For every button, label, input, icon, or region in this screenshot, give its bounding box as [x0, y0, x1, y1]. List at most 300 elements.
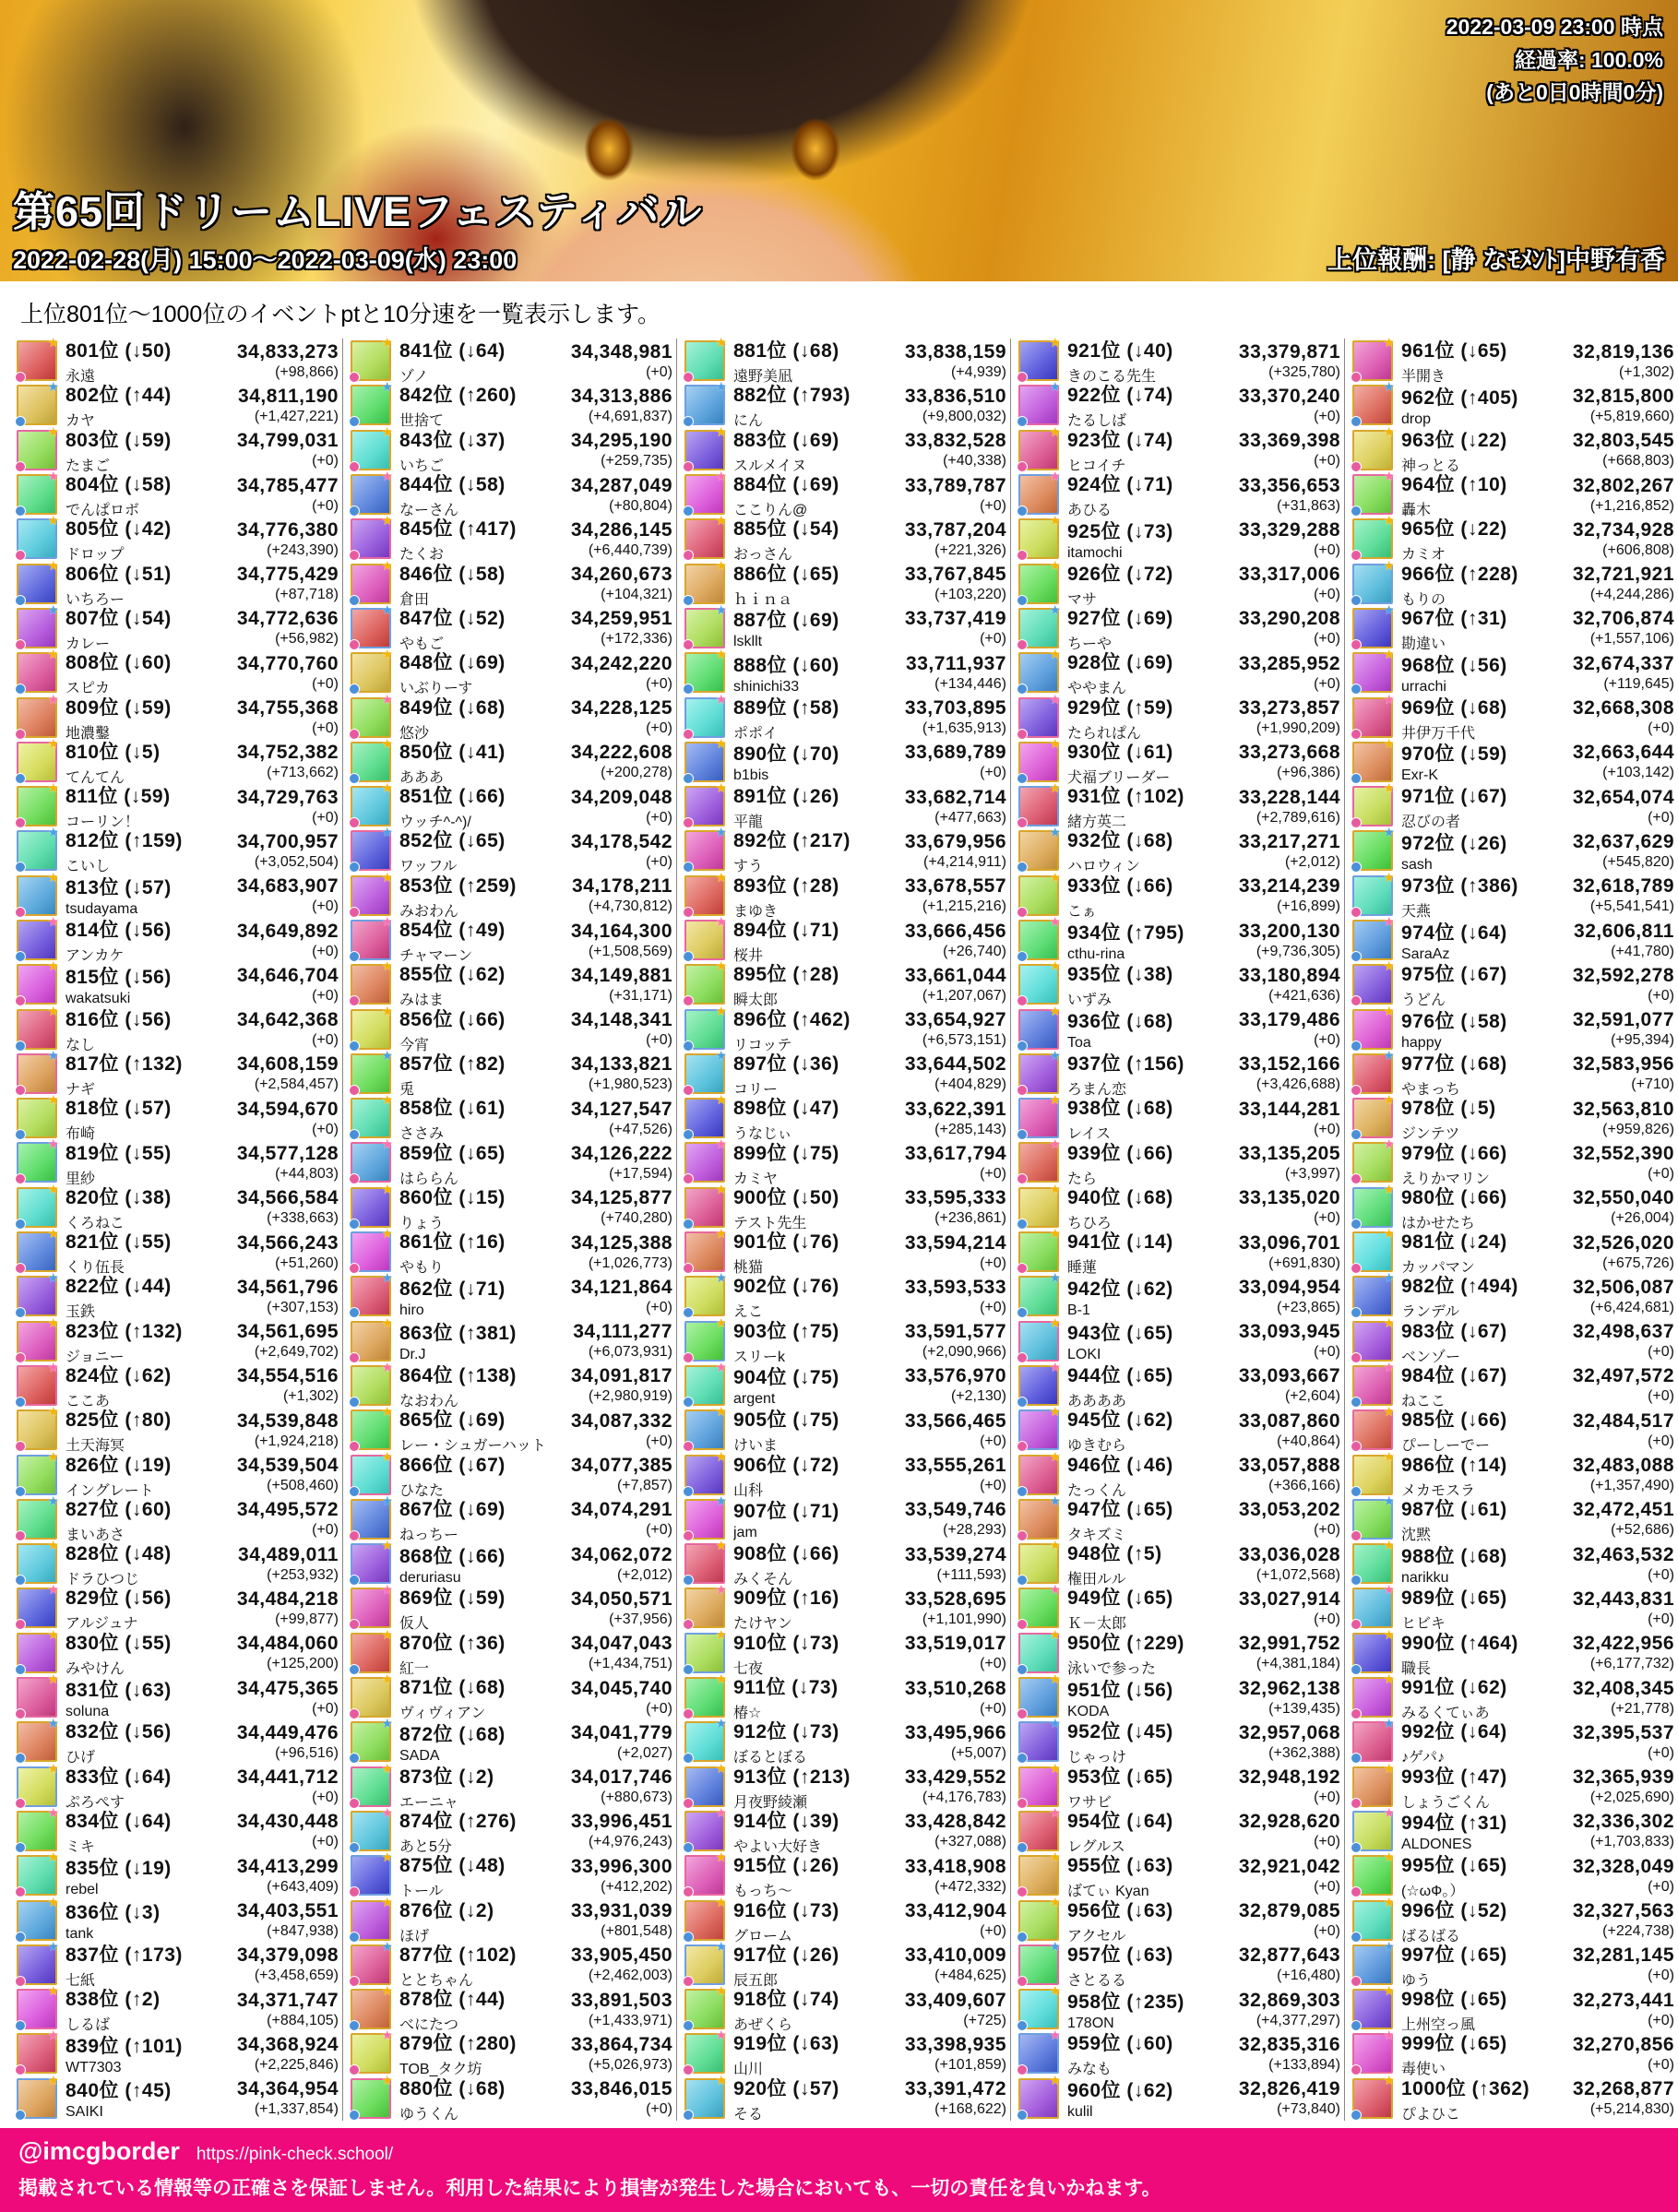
points-delta: (+7,857)	[616, 1478, 672, 1494]
player-name: グローム	[733, 1928, 793, 1944]
fan-badge-icon	[15, 1886, 26, 1897]
player-avatar	[1352, 914, 1395, 960]
ranking-entry	[684, 557, 1006, 608]
player-name: b1bis	[733, 767, 769, 784]
star-icon: ★	[1049, 958, 1061, 974]
ranking-entry	[1018, 914, 1340, 962]
player-name: 半開き	[1401, 369, 1446, 386]
points-delta: (+508,460)	[267, 1478, 339, 1494]
fan-badge-icon	[683, 817, 694, 828]
rank-change: (↓58)	[458, 563, 506, 585]
fan-badge-icon	[1017, 1085, 1028, 1096]
event-points: 32,552,390	[1572, 1142, 1674, 1164]
rank-change: (↓60)	[125, 1498, 172, 1520]
fan-badge-icon	[1017, 1397, 1028, 1408]
star-icon: ★	[381, 1983, 393, 1999]
points-delta: (+26,004)	[1611, 1210, 1674, 1227]
points-delta: (+2,027)	[616, 1744, 672, 1761]
rank-change: (↓62)	[458, 964, 506, 986]
player-avatar	[17, 1493, 59, 1540]
points-delta: (+172,336)	[601, 631, 672, 648]
points-delta: (+0)	[1314, 1790, 1340, 1806]
rank-label: 849位	[399, 696, 454, 719]
disclaimer-text: 掲載されている情報等の正確さを保証しません。利用した結果により損害が発生した場合においても、一切の責任を負いかねます。	[18, 2177, 1161, 2199]
player-name: ああああ	[1067, 1393, 1127, 1409]
points-delta: (+0)	[1648, 987, 1674, 1004]
star-icon: ★	[1383, 780, 1395, 796]
points-delta: (+0)	[980, 631, 1006, 648]
rank-label: 990位	[1401, 1632, 1456, 1654]
player-name: kulil	[1067, 2104, 1093, 2121]
rank-change: (↑276)	[458, 1810, 517, 1832]
rank-change: (↑464)	[1460, 1632, 1518, 1654]
ranking-entry	[1018, 647, 1340, 697]
rank-label: 966位	[1401, 563, 1456, 585]
player-name: wakatsuki	[65, 990, 131, 1006]
player-name: レグルス	[1067, 1838, 1125, 1855]
ranking-entry	[17, 1181, 339, 1231]
points-delta: (+5,541,541)	[1589, 898, 1674, 915]
rank-change: (↓15)	[458, 1186, 506, 1208]
fan-badge-icon	[683, 729, 694, 740]
event-points: 34,484,218	[236, 1588, 339, 1610]
player-avatar	[1352, 557, 1395, 604]
rank-change: (↓68)	[458, 2077, 506, 2099]
player-name: あと5分	[399, 1838, 452, 1855]
fan-badge-icon	[349, 1932, 360, 1943]
star-icon: ★	[1049, 601, 1061, 617]
points-delta: (+3,052,504)	[254, 853, 339, 870]
player-avatar	[17, 2028, 59, 2074]
player-avatar	[351, 1582, 393, 1628]
star-icon: ★	[715, 1671, 727, 1687]
player-avatar	[17, 914, 59, 960]
ranking-entry	[17, 1493, 339, 1543]
rank-change: (↓76)	[792, 1276, 839, 1298]
star-icon: ★	[1049, 1671, 1061, 1687]
event-points: 34,127,547	[570, 1098, 672, 1120]
fan-badge-icon	[349, 729, 360, 740]
rank-change: (↓61)	[1126, 741, 1173, 763]
ranking-entry	[17, 735, 339, 786]
points-delta: (+125,200)	[267, 1656, 339, 1672]
rank-label: 808位	[65, 652, 120, 674]
event-points: 33,832,528	[904, 430, 1006, 452]
event-points: 34,441,712	[236, 1766, 339, 1789]
player-name: 椿☆	[733, 1706, 762, 1722]
rank-change: (↑36)	[458, 1632, 506, 1654]
fan-badge-icon	[1017, 639, 1028, 650]
ranking-entry	[1018, 557, 1340, 608]
rank-label: 903位	[733, 1320, 788, 1342]
star-icon: ★	[715, 1136, 727, 1152]
points-delta: (+2,649,702)	[254, 1344, 339, 1361]
fan-badge-icon	[1017, 1441, 1028, 1452]
player-name: カミオ	[1401, 547, 1446, 564]
ranking-entry	[1352, 1626, 1674, 1677]
points-delta: (+0)	[1648, 2056, 1674, 2073]
rank-label: 963位	[1401, 429, 1456, 451]
star-icon: ★	[1049, 1226, 1061, 1242]
fan-badge-icon	[349, 505, 360, 517]
ranking-entry	[17, 1538, 339, 1588]
star-icon: ★	[715, 1226, 727, 1242]
rank-change: (↓66)	[1460, 1186, 1507, 1208]
star-icon: ★	[381, 1136, 393, 1152]
rank-label: 913位	[733, 1766, 788, 1788]
rank-change: (↓63)	[1126, 1944, 1173, 1966]
player-name: 平龍	[733, 815, 764, 831]
event-points: 32,879,085	[1238, 1900, 1340, 1922]
rank-change: (↓58)	[1460, 1011, 1507, 1033]
ranking-entry	[684, 1136, 1006, 1187]
star-icon: ★	[381, 735, 393, 751]
rank-change: (↑49)	[458, 920, 506, 942]
event-points: 33,891,503	[570, 1989, 672, 2011]
fan-badge-icon	[1017, 1219, 1028, 1230]
fan-badge-icon	[1351, 2110, 1362, 2121]
ranking-entry	[17, 1270, 339, 1321]
player-avatar	[684, 1804, 727, 1851]
event-points: 33,666,456	[904, 920, 1006, 942]
rank-label: 853位	[399, 874, 454, 897]
rank-label: 996位	[1401, 1899, 1456, 1921]
rank-label: 889位	[733, 696, 788, 719]
ranking-entry	[17, 513, 339, 564]
fan-badge-icon	[15, 2110, 26, 2121]
ranking-entry	[1352, 691, 1674, 742]
event-points: 32,815,800	[1572, 385, 1674, 407]
rank-label: 822位	[65, 1276, 120, 1298]
fan-badge-icon	[683, 1486, 694, 1497]
player-name: Ｋ－太郎	[1067, 1616, 1127, 1633]
player-avatar	[351, 1894, 393, 1941]
event-points: 32,819,136	[1572, 340, 1674, 363]
star-icon: ★	[715, 1716, 727, 1731]
event-points: 34,148,341	[570, 1009, 672, 1031]
player-avatar	[1018, 1493, 1061, 1540]
rank-label: 997位	[1401, 1944, 1456, 1966]
points-delta: (+0)	[1648, 1878, 1674, 1895]
player-name: 世捨て	[399, 413, 445, 430]
fan-badge-icon	[349, 1842, 360, 1853]
star-icon: ★	[47, 647, 59, 662]
ranking-entry	[1018, 1983, 1340, 2031]
rank-label: 824位	[65, 1364, 120, 1386]
points-delta: (+404,829)	[934, 1076, 1006, 1093]
player-avatar	[1352, 691, 1395, 738]
points-delta: (+0)	[980, 1923, 1006, 1940]
fan-badge-icon	[1351, 773, 1362, 784]
player-name: やまっち	[1401, 1081, 1461, 1098]
star-icon: ★	[1383, 2028, 1395, 2043]
star-icon: ★	[715, 1804, 727, 1820]
event-points: 34,566,584	[236, 1187, 339, 1209]
ranking-entry	[1352, 1538, 1674, 1586]
event-points: 34,045,740	[570, 1677, 672, 1699]
event-points: 33,549,746	[904, 1499, 1006, 1521]
event-points: 33,689,789	[904, 742, 1006, 764]
event-points: 34,449,476	[236, 1721, 339, 1743]
player-avatar	[1352, 1671, 1395, 1718]
ranking-entry	[351, 1760, 672, 1811]
points-delta: (+2,980,919)	[588, 1388, 672, 1405]
fan-badge-icon	[683, 1976, 694, 1987]
player-avatar	[1352, 780, 1395, 827]
rank-change: (↓73)	[1126, 520, 1173, 542]
fan-badge-icon	[349, 773, 360, 784]
points-delta: (+484,625)	[934, 1968, 1006, 1984]
rank-label: 936位	[1067, 1011, 1122, 1033]
player-avatar	[351, 1938, 393, 1985]
ranking-entry	[1352, 1404, 1674, 1455]
player-avatar	[684, 1092, 727, 1138]
event-points: 34,799,031	[236, 430, 339, 452]
player-avatar	[17, 958, 59, 1005]
points-delta: (+327,088)	[934, 1834, 1006, 1850]
rank-label: 971位	[1401, 786, 1456, 808]
event-points: 34,642,368	[236, 1009, 339, 1031]
event-points: 33,510,268	[904, 1677, 1006, 1699]
event-points: 32,654,074	[1572, 786, 1674, 808]
star-icon: ★	[47, 825, 59, 840]
points-delta: (+95,394)	[1611, 1032, 1674, 1049]
player-name: あああ	[399, 769, 445, 786]
player-name: ぷろぺす	[65, 1794, 125, 1811]
points-delta: (+103,220)	[934, 587, 1006, 603]
player-avatar	[17, 691, 59, 738]
ranking-entry	[684, 647, 1006, 695]
event-points: 33,622,391	[904, 1098, 1006, 1120]
rank-change: (↓69)	[792, 429, 839, 451]
rank-change: (↓26)	[792, 786, 839, 808]
star-icon: ★	[47, 1092, 59, 1108]
fan-badge-icon	[349, 1708, 360, 1719]
fan-badge-icon	[1017, 372, 1028, 383]
points-delta: (+2,462,003)	[588, 1968, 672, 1984]
rank-change: (↓66)	[458, 1545, 506, 1567]
fan-badge-icon	[683, 1798, 694, 1809]
rank-label: 809位	[65, 696, 120, 719]
ranking-entry	[684, 1181, 1006, 1231]
rank-label: 916位	[733, 1899, 788, 1921]
player-name: SAIKI	[65, 2104, 103, 2121]
points-delta: (+1,302)	[282, 1388, 339, 1405]
event-points: 33,412,904	[904, 1900, 1006, 1922]
rank-change: (↓69)	[458, 1498, 506, 1520]
rank-change: (↓73)	[792, 1721, 839, 1743]
ranking-entry	[17, 1359, 339, 1409]
fan-badge-icon	[1351, 1619, 1362, 1630]
rank-change: (↓5)	[125, 741, 161, 763]
ranking-entry	[1018, 1894, 1340, 1944]
ranking-entry	[1352, 1671, 1674, 1722]
event-points: 34,489,011	[238, 1543, 339, 1565]
ranking-entry	[1018, 1314, 1340, 1363]
rank-change: (↓52)	[1460, 1899, 1507, 1921]
ranking-entry	[1018, 1003, 1340, 1052]
star-icon: ★	[1049, 2028, 1061, 2043]
event-points: 33,539,274	[904, 1543, 1006, 1565]
points-delta: (+0)	[1648, 720, 1674, 737]
player-avatar	[351, 601, 393, 648]
points-delta: (+21,778)	[1611, 1700, 1674, 1717]
twitter-handle[interactable]: @imcgborder	[18, 2136, 180, 2165]
points-delta: (+0)	[312, 720, 339, 737]
rank-change: (↑260)	[458, 385, 517, 407]
rank-label: 961位	[1401, 340, 1456, 363]
player-name: ゾノ	[399, 369, 429, 386]
fan-badge-icon	[683, 505, 694, 517]
fan-badge-icon	[683, 461, 694, 472]
event-points: 33,093,667	[1238, 1365, 1340, 1387]
rank-change: (↓65)	[1126, 1766, 1173, 1788]
event-points: 34,484,060	[236, 1633, 339, 1655]
star-icon: ★	[1049, 379, 1061, 395]
player-avatar	[1018, 958, 1061, 1005]
player-avatar	[684, 869, 727, 916]
fan-badge-icon	[15, 2020, 26, 2031]
ranking-entry	[1018, 1092, 1340, 1143]
points-delta: (+200,278)	[601, 765, 672, 781]
fan-badge-icon	[683, 907, 694, 918]
player-avatar	[1352, 379, 1395, 425]
fan-badge-icon	[1017, 995, 1028, 1006]
fan-badge-icon	[683, 1753, 694, 1764]
ranking-grid	[0, 335, 1678, 2121]
fan-badge-icon	[1017, 1575, 1028, 1586]
player-avatar	[1352, 601, 1395, 648]
points-delta: (+0)	[1648, 1344, 1674, 1361]
player-name: しょうごくん	[1401, 1794, 1491, 1811]
star-icon: ★	[715, 1092, 727, 1108]
star-icon: ★	[1049, 1448, 1061, 1464]
points-delta: (+2,025,690)	[1589, 1790, 1674, 1806]
star-icon: ★	[715, 1270, 727, 1286]
fan-badge-icon	[683, 951, 694, 962]
star-icon: ★	[381, 469, 393, 484]
fan-badge-icon	[683, 2064, 694, 2075]
ranking-entry	[1352, 1181, 1674, 1231]
rank-label: 802位	[65, 385, 120, 407]
points-delta: (+1,557,106)	[1589, 631, 1674, 648]
event-points: 34,554,516	[236, 1365, 339, 1387]
event-points: 33,836,510	[904, 385, 1006, 407]
site-url[interactable]: https://pink-check.school/	[196, 2144, 394, 2164]
player-name: (☆ωФ。）	[1401, 1884, 1465, 1900]
rank-change: (↑405)	[1460, 387, 1518, 409]
player-name: 布崎	[65, 1126, 96, 1143]
points-delta: (+9,736,305)	[1256, 943, 1340, 959]
event-points: 33,644,502	[904, 1053, 1006, 1076]
rank-label: 868位	[399, 1545, 454, 1567]
ranking-entry	[684, 2072, 1006, 2123]
star-icon: ★	[381, 1716, 393, 1731]
points-delta: (+4,176,783)	[922, 1790, 1006, 1806]
player-avatar	[1352, 1983, 1395, 2029]
player-avatar	[1018, 1716, 1061, 1762]
fan-badge-icon	[349, 1307, 360, 1318]
ranking-entry	[1018, 1671, 1340, 1719]
player-name: ハロウィン	[1067, 859, 1141, 875]
rank-label: 860位	[399, 1186, 454, 1208]
rank-label: 852位	[399, 830, 454, 852]
star-icon: ★	[47, 1448, 59, 1464]
event-points: 33,528,695	[904, 1588, 1006, 1610]
fan-badge-icon	[1017, 2110, 1028, 2121]
event-points: 34,577,128	[236, 1142, 339, 1164]
rank-change: (↓38)	[125, 1186, 172, 1208]
points-delta: (+3,458,659)	[254, 1968, 339, 1984]
event-points: 32,592,278	[1572, 964, 1674, 986]
ranking-entry	[17, 1226, 339, 1277]
star-icon: ★	[1049, 1983, 1061, 1999]
fan-badge-icon	[1351, 995, 1362, 1006]
star-icon: ★	[47, 1804, 59, 1820]
event-points: 34,047,043	[570, 1633, 672, 1655]
rank-change: (↓69)	[458, 1409, 506, 1432]
ranking-entry	[351, 1804, 672, 1855]
ranking-entry	[1018, 1849, 1340, 1900]
fan-badge-icon	[15, 773, 26, 784]
fan-badge-icon	[1351, 729, 1362, 740]
player-name: 職長	[1401, 1660, 1432, 1677]
ranking-entry	[684, 1894, 1006, 1944]
rank-change: (↑59)	[1126, 696, 1173, 719]
star-icon: ★	[47, 1894, 59, 1909]
points-delta: (+1,337,854)	[254, 2101, 339, 2118]
rank-label: 825位	[65, 1409, 120, 1432]
player-name: リコッテ	[733, 1037, 792, 1053]
player-name: 山科	[733, 1482, 764, 1499]
star-icon: ★	[1049, 1582, 1061, 1598]
player-avatar	[17, 1448, 59, 1495]
fan-badge-icon	[15, 1263, 26, 1274]
star-icon: ★	[47, 1047, 59, 1063]
player-name: 地濃鑿	[65, 725, 111, 742]
ranking-entry	[1352, 1136, 1674, 1187]
event-points: 34,495,572	[236, 1499, 339, 1521]
star-icon: ★	[1049, 1181, 1061, 1196]
points-delta: (+1,207,067)	[922, 987, 1006, 1004]
event-points: 33,214,239	[1238, 875, 1340, 898]
player-avatar	[351, 469, 393, 515]
points-delta: (+412,202)	[601, 1878, 672, 1895]
rank-label: 992位	[1401, 1721, 1456, 1743]
event-points: 32,721,921	[1572, 564, 1674, 586]
star-icon: ★	[47, 780, 59, 796]
rank-label: 876位	[399, 1899, 454, 1921]
ranking-entry	[351, 735, 672, 786]
player-name: ミキ	[65, 1838, 96, 1855]
ranking-entry	[684, 1582, 1006, 1633]
ranking-entry	[684, 469, 1006, 519]
ranking-entry	[1018, 691, 1340, 742]
rank-change: (↓67)	[1460, 786, 1507, 808]
star-icon: ★	[381, 914, 393, 929]
star-icon: ★	[47, 1136, 59, 1152]
star-icon: ★	[381, 1047, 393, 1063]
player-avatar	[684, 1359, 727, 1406]
points-delta: (+0)	[980, 1255, 1006, 1271]
rank-label: 945位	[1067, 1409, 1122, 1432]
rank-label: 911位	[733, 1677, 786, 1699]
points-delta: (+691,830)	[1268, 1255, 1340, 1271]
player-name: drop	[1401, 410, 1432, 427]
event-points: 33,846,015	[570, 2078, 672, 2100]
star-icon: ★	[1383, 1047, 1395, 1063]
rank-change: (↓47)	[792, 1098, 839, 1120]
